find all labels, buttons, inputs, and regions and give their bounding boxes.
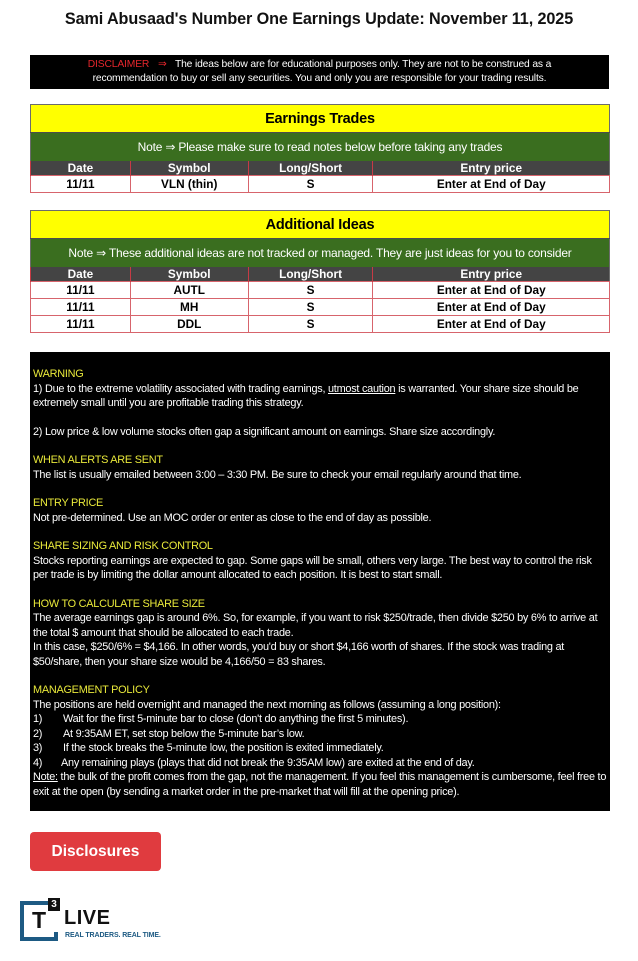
logo-superscript: 3 bbox=[48, 898, 60, 911]
note-label: Note: bbox=[33, 771, 58, 783]
additional-ideas-table bbox=[30, 210, 610, 333]
additional-ideas-note: Note ⇒ These additional ideas are not tracked or managed. They are just ideas for you to consider bbox=[31, 239, 610, 267]
column-header-date: Date bbox=[31, 161, 131, 176]
logo-name: LIVE bbox=[64, 907, 111, 929]
table-row bbox=[31, 282, 610, 299]
warning-heading: WARNING bbox=[33, 368, 84, 380]
step-number: 3) bbox=[33, 742, 43, 754]
column-header-symbol: Symbol bbox=[130, 161, 248, 176]
logo-letter: T bbox=[31, 907, 47, 933]
cell-long-short: S bbox=[248, 176, 373, 193]
earnings-trades-note: Note ⇒ Please make sure to read notes below before taking any trades bbox=[31, 133, 610, 161]
alerts-text: The list is usually emailed between 3:00 – 3:30 PM. Be sure to check your email regularly around that time. bbox=[33, 468, 522, 481]
management-step bbox=[33, 756, 607, 771]
cell-entry-price: Enter at End of Day bbox=[373, 299, 610, 316]
utmost-caution-emphasis: utmost caution bbox=[328, 382, 396, 395]
disclaimer-text-line2: recommendation to buy or sell any securities. You and only you are responsible for your trading results. bbox=[92, 73, 547, 84]
management-step bbox=[33, 712, 607, 727]
calculate-section bbox=[33, 597, 607, 670]
page-title: Sami Abusaad's Number One Earnings Update: November 11, 2025 bbox=[64, 10, 574, 28]
cell-entry-price: Enter at End of Day bbox=[373, 176, 610, 193]
table-row bbox=[31, 299, 610, 316]
trading-notes-panel bbox=[30, 352, 610, 811]
column-header-symbol: Symbol bbox=[130, 267, 248, 282]
calculate-text-1: The average earnings gap is around 6%. So, for example, if you want to risk $250/trade, then divide $250 by 6% to arrive at the total $ amount that should be allocated to each trade. bbox=[33, 612, 598, 639]
additional-ideas-title: Additional Ideas bbox=[31, 211, 610, 239]
share-sizing-section bbox=[33, 539, 607, 583]
step-text: At 9:35AM ET, set stop below the 5-minute bar’s low. bbox=[63, 727, 305, 740]
disclaimer-label: DISCLAIMER bbox=[87, 59, 150, 70]
management-heading: MANAGEMENT POLICY bbox=[33, 684, 150, 696]
disclaimer-text-line1: The ideas below are for educational purposes only. They are not to be construed as a bbox=[174, 59, 552, 70]
cell-symbol: DDL bbox=[130, 316, 248, 333]
table-header-row bbox=[31, 161, 610, 176]
step-text: Wait for the first 5-minute bar to close (don't do anything the first 5 minutes). bbox=[63, 713, 409, 725]
management-step bbox=[33, 741, 607, 756]
column-header-entry-price: Entry price bbox=[373, 267, 610, 282]
earnings-trades-table bbox=[30, 104, 610, 193]
cell-long-short: S bbox=[248, 316, 373, 333]
cell-long-short: S bbox=[248, 282, 373, 299]
step-number: 4) bbox=[33, 756, 43, 769]
cell-long-short: S bbox=[248, 299, 373, 316]
management-step bbox=[33, 727, 607, 742]
column-header-date: Date bbox=[31, 267, 131, 282]
logo-frame-gap bbox=[54, 910, 60, 932]
table-row bbox=[31, 176, 610, 193]
earnings-trades-title: Earnings Trades bbox=[31, 105, 610, 133]
cell-symbol: AUTL bbox=[130, 282, 248, 299]
table-row bbox=[31, 316, 610, 333]
warning-point-2: 2) Low price & low volume stocks often gap a significant amount on earnings. Share size accordingly. bbox=[33, 425, 496, 438]
cell-date: 11/11 bbox=[31, 176, 131, 193]
column-header-long-short: Long/Short bbox=[248, 267, 373, 282]
warning-section bbox=[33, 367, 607, 439]
step-text: If the stock breaks the 5-minute low, the position is exited immediately. bbox=[63, 742, 384, 754]
cell-date: 11/11 bbox=[31, 299, 131, 316]
cell-entry-price: Enter at End of Day bbox=[373, 316, 610, 333]
column-header-entry-price: Entry price bbox=[373, 161, 610, 176]
calculate-heading: HOW TO CALCULATE SHARE SIZE bbox=[33, 597, 205, 610]
cell-date: 11/11 bbox=[31, 316, 131, 333]
t3-live-logo[interactable] bbox=[20, 898, 170, 944]
step-number: 1) bbox=[33, 713, 43, 725]
calculate-text-2: In this case, $250/6% = $4,166. In other words, you'd buy or short $4,166 worth of shares. If the stock was trading at $50/share, then your share size would be 4,166/50 = 83 shares. bbox=[33, 641, 565, 668]
alerts-section bbox=[33, 453, 607, 482]
note-text: the bulk of the profit comes from the gap, not the management. If you feel this management is cumbersome, feel free to exit at the open (by sending a market order in the pre-market that will fill at the opening price). bbox=[33, 771, 607, 798]
cell-symbol: MH bbox=[130, 299, 248, 316]
cell-date: 11/11 bbox=[31, 282, 131, 299]
table-header-row bbox=[31, 267, 610, 282]
warning-text: 1) Due to the extreme volatility associated with trading earnings, bbox=[33, 382, 328, 395]
column-header-long-short: Long/Short bbox=[248, 161, 373, 176]
management-section bbox=[33, 683, 607, 799]
entry-price-heading: ENTRY PRICE bbox=[33, 497, 104, 509]
arrow-icon: ⇒ bbox=[157, 59, 167, 70]
cell-entry-price: Enter at End of Day bbox=[373, 282, 610, 299]
entry-price-text: Not pre-determined. Use an MOC order or enter as close to the end of day as possible. bbox=[33, 511, 432, 524]
disclaimer-banner bbox=[30, 55, 609, 89]
management-note bbox=[33, 770, 607, 799]
step-number: 2) bbox=[33, 727, 43, 740]
warning-text: is warranted. Your share size should be extremely small until you are profitable trading this strategy. bbox=[33, 382, 579, 409]
share-sizing-heading: SHARE SIZING AND RISK CONTROL bbox=[33, 540, 213, 552]
warning-point-1 bbox=[33, 382, 607, 411]
disclosures-button[interactable]: Disclosures bbox=[30, 832, 161, 871]
alerts-heading: WHEN ALERTS ARE SENT bbox=[33, 454, 163, 466]
cell-symbol: VLN (thin) bbox=[130, 176, 248, 193]
logo-tagline: REAL TRADERS. REAL TIME. bbox=[65, 932, 161, 939]
share-sizing-text: Stocks reporting earnings are expected to gap. Some gaps will be small, others very large. The best way to control the risk per trade is by limiting the dollar amount allocated to each position. It is best to start small. bbox=[33, 554, 592, 581]
step-text: Any remaining plays (plays that did not break the 9:35AM low) are exited at the end of day. bbox=[61, 756, 475, 769]
management-intro: The positions are held overnight and managed the next morning as follows (assuming a long position): bbox=[33, 698, 501, 711]
entry-price-section bbox=[33, 496, 607, 525]
